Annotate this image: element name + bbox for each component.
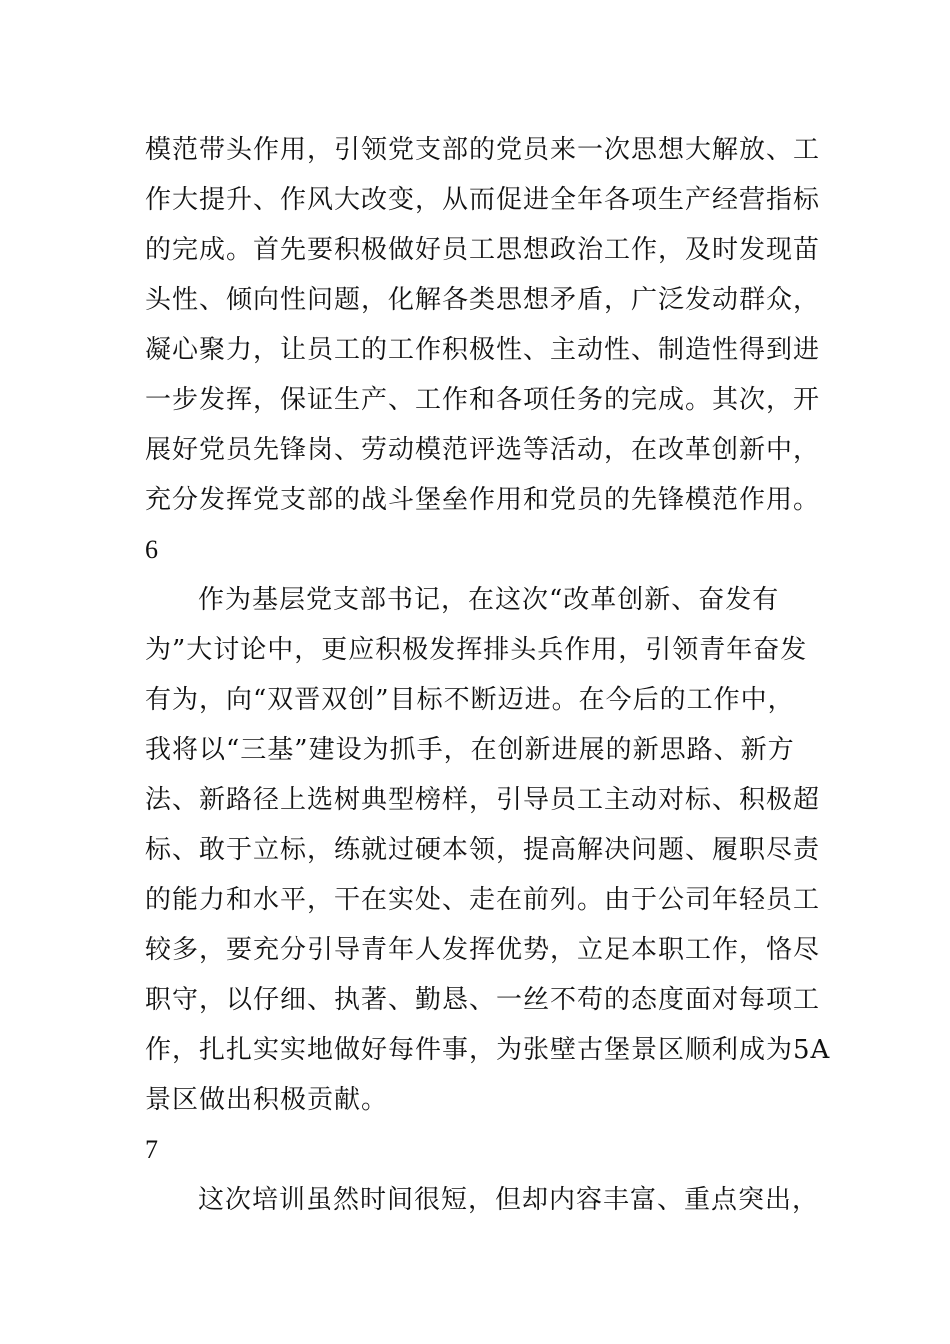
paragraph-line: 作为基层党支部书记，在这次“改革创新、奋发有	[198, 585, 780, 615]
paragraph-line: 展好党员先锋岗、劳动模范评选等活动，在改革创新中，	[145, 435, 821, 465]
paragraph-line: 职守，以仔细、执著、勤恳、一丝不苟的态度面对每项工	[145, 985, 821, 1015]
paragraph-line: 头性、倾向性问题，化解各类思想矛盾，广泛发动群众，	[145, 285, 821, 315]
paragraph-line: 法、新路径上选树典型榜样，引导员工主动对标、积极超	[145, 785, 821, 815]
paragraph-line: 标、敢于立标，练就过硬本领，提高解决问题、履职尽责	[145, 835, 821, 865]
paragraph-line: 较多，要充分引导青年人发挥优势，立足本职工作，恪尽	[145, 935, 821, 965]
paragraph-line: 的完成。首先要积极做好员工思想政治工作，及时发现苗	[145, 235, 821, 265]
section-number: 6	[145, 535, 158, 564]
section-number: 7	[145, 1135, 158, 1164]
paragraph-line: 作，扎扎实实地做好每件事，为张壁古堡景区顺利成为5A	[145, 1035, 831, 1065]
paragraph-line: 的能力和水平，干在实处、走在前列。由于公司年轻员工	[145, 885, 821, 915]
paragraph-line: 有为，向“双晋双创”目标不断迈进。在今后的工作中，	[145, 685, 795, 715]
paragraph-line: 作大提升、作风大改变，从而促进全年各项生产经营指标	[145, 185, 821, 215]
paragraph-line: 这次培训虽然时间很短，但却内容丰富、重点突出，	[198, 1185, 820, 1215]
paragraph-line: 一步发挥，保证生产、工作和各项任务的完成。其次，开	[145, 385, 821, 415]
paragraph-line: 模范带头作用，引领党支部的党员来一次思想大解放、工	[145, 135, 821, 165]
paragraph-line: 景区做出积极贡献。	[145, 1085, 389, 1115]
paragraph-line: 充分发挥党支部的战斗堡垒作用和党员的先锋模范作用。	[145, 485, 821, 515]
paragraph-line: 为”大讨论中，更应积极发挥排头兵作用，引领青年奋发	[145, 635, 808, 665]
paragraph-line: 凝心聚力，让员工的工作积极性、主动性、制造性得到进	[145, 335, 821, 365]
paragraph-line: 我将以“三基”建设为抓手，在创新进展的新思路、新方	[145, 735, 795, 765]
